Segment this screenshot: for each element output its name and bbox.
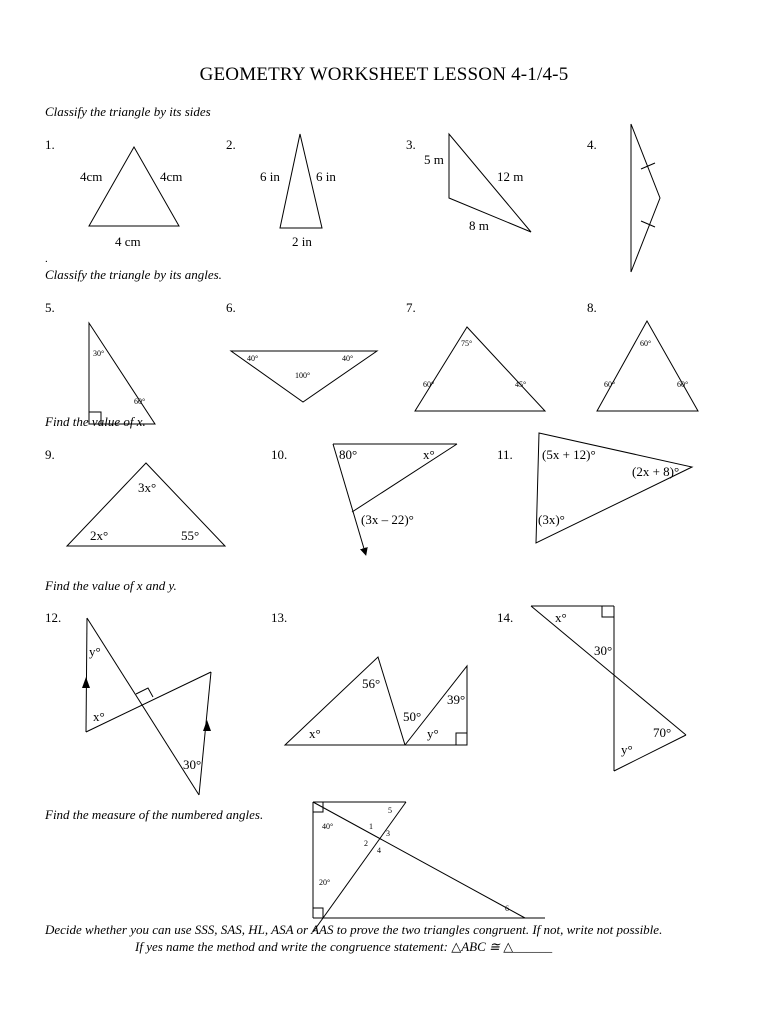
instruction-find-x: Find the value of x. (45, 414, 146, 429)
problem-13-number: 13. (271, 610, 288, 625)
fig1-left-label: 4cm (80, 169, 103, 184)
problem-1-number: 1. (45, 137, 55, 152)
problem-10-number: 10. (271, 447, 288, 462)
problem-11-number: 11. (497, 447, 513, 462)
page-title: GEOMETRY WORKSHEET LESSON 4-1/4-5 (199, 64, 569, 85)
fig12-angle-y: y° (89, 644, 101, 659)
figure-10-exterior-angle (333, 444, 457, 552)
fig10-angle-exterior: (3x – 22)° (361, 512, 414, 527)
figure-1-equilateral (80, 147, 182, 249)
problem-14-number: 14. (497, 610, 514, 625)
problem-3-number: 3. (406, 137, 416, 152)
fig3-side-b-label: 12 m (497, 169, 524, 184)
figure-9-triangle (67, 463, 225, 546)
fig2-left-label: 6 in (260, 169, 280, 184)
fig5-angle-60: 60° (134, 397, 146, 406)
fig8-angle-top: 60° (640, 339, 652, 348)
fig15-angle-1: 1 (369, 822, 373, 831)
figure-11-triangle (536, 433, 692, 543)
fig9-top-angle: 3x° (138, 480, 157, 495)
fig13-angle-56: 56° (362, 676, 381, 691)
fig9-right-angle: 55° (181, 528, 200, 543)
fig15-angle-3: 3 (386, 829, 390, 838)
problem-2-number: 2. (226, 137, 236, 152)
fig7-angle-left: 60° (423, 380, 435, 389)
fig3-side-c-label: 8 m (469, 218, 489, 233)
fig6-angle-right: 40° (342, 354, 354, 363)
fig15-angle-40: 40° (322, 822, 334, 831)
fig14-angle-30: 30° (594, 643, 613, 658)
fig14-angle-70: 70° (653, 725, 672, 740)
instruction-classify-angles: Classify the triangle by its angles. (45, 267, 222, 282)
fig15-angle-2: 2 (364, 839, 368, 848)
fig10-angle-80: 80° (339, 447, 358, 462)
figure-14-vertical-triangles (531, 606, 686, 771)
fig6-angle-bottom: 100° (295, 371, 311, 380)
fig7-angle-right: 45° (515, 380, 527, 389)
figure-13-adjacent-triangles (285, 657, 467, 745)
fig12-angle-x: x° (93, 709, 105, 724)
fig13-angle-50: 50° (403, 709, 422, 724)
fig15-angle-20: 20° (319, 878, 331, 887)
figure-4-isosceles-marks (631, 124, 660, 272)
figure-15-numbered-angles (313, 802, 545, 932)
fig2-bottom-label: 2 in (292, 234, 312, 249)
fig11-angle-top: (5x + 12)° (542, 447, 596, 462)
instruction-classify-sides: Classify the triangle by its sides (45, 104, 211, 119)
fig15-angle-5: 5 (388, 806, 392, 815)
fig8-angle-right: 60° (677, 380, 689, 389)
figure-6-obtuse-triangle (231, 351, 377, 402)
problem-12-number: 12. (45, 610, 62, 625)
fig15-angle-4: 4 (377, 846, 381, 855)
fig6-angle-left: 40° (247, 354, 259, 363)
fig8-angle-left: 60° (604, 380, 616, 389)
fig12-angle-30: 30° (183, 757, 202, 772)
fig14-angle-x: x° (555, 610, 567, 625)
fig10-angle-x: x° (423, 447, 435, 462)
fig3-side-a-label: 5 m (424, 152, 444, 167)
figure-8-equiangular (597, 321, 698, 411)
fig9-left-angle: 2x° (90, 528, 109, 543)
figure-2-isosceles (260, 134, 336, 249)
problem-4-number: 4. (587, 137, 597, 152)
problem-9-number: 9. (45, 447, 55, 462)
fig11-angle-bottom: (3x)° (538, 512, 565, 527)
instruction-decide-line1: Decide whether you can use SSS, SAS, HL, ASA or AAS to prove the two triangles congruent. If not, write not possible. (45, 922, 663, 937)
stray-period: . (45, 253, 48, 265)
figure-12-crossed-triangles (82, 618, 211, 795)
problem-8-number: 8. (587, 300, 597, 315)
instruction-find-numbered: Find the measure of the numbered angles. (45, 807, 264, 822)
fig13-angle-y: y° (427, 726, 439, 741)
fig2-right-label: 6 in (316, 169, 336, 184)
fig15-angle-6: 6 (505, 904, 509, 913)
problem-5-number: 5. (45, 300, 55, 315)
fig13-angle-39: 39° (447, 692, 466, 707)
fig7-angle-top: 75° (461, 339, 473, 348)
figure-5-right-triangle (89, 323, 155, 424)
fig1-right-label: 4cm (160, 169, 183, 184)
figure-7-acute-triangle (415, 327, 545, 411)
fig14-angle-y: y° (621, 742, 633, 757)
problem-6-number: 6. (226, 300, 236, 315)
instruction-find-xy: Find the value of x and y. (45, 578, 177, 593)
figure-3-scalene (424, 134, 531, 233)
fig5-angle-30: 30° (93, 349, 105, 358)
fig13-angle-x: x° (309, 726, 321, 741)
fig1-bottom-label: 4 cm (115, 234, 141, 249)
problem-7-number: 7. (406, 300, 416, 315)
fig11-angle-right: (2x + 8)° (632, 464, 680, 479)
instruction-decide-line2: If yes name the method and write the congruence statement: △ABC ≅ △______ (135, 939, 553, 954)
